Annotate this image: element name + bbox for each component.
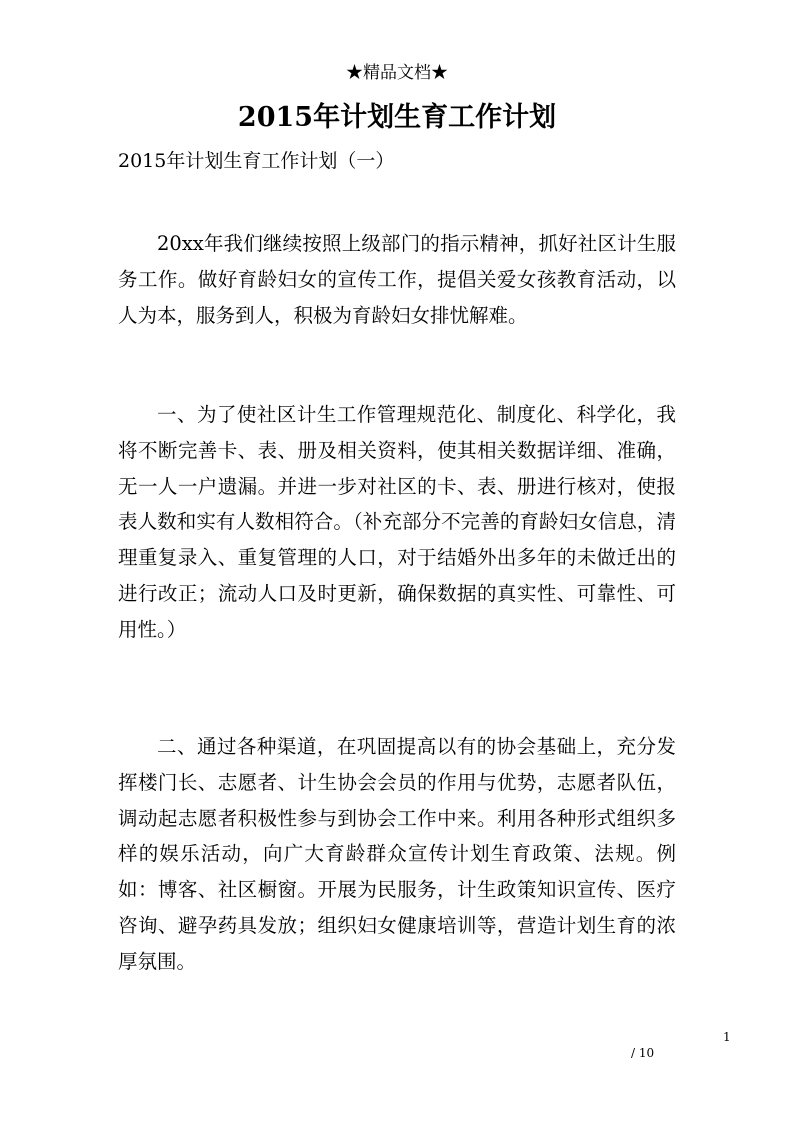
paragraph-item-2: 二、通过各种渠道，在巩固提高以有的协会基础上，充分发挥楼门长、志愿者、计生协会会员的作用与优势，志愿者队伍，调动起志愿者积极性参与到协会工作中来。利用各种形式组织多样的娱乐活动，向广大育龄群众宣传计划生育政策、法规。例如：博客、社区橱窗。开展为民服务，计生政策知识宣传、医疗咨询、避孕药具发放；组织妇女健康培训等，营造计划生育的浓厚氛围。 — [118, 735, 676, 973]
header-mark: ★精品文档★ — [346, 63, 448, 83]
document-subtitle: 2015年计划生育工作计划（一） — [118, 150, 395, 172]
page-total: / 10 — [631, 1046, 655, 1060]
paragraph-item-1: 一、为了使社区计生工作管理规范化、制度化、科学化，我将不断完善卡、表、册及相关资料，使其相关数据详细、准确，无一人一户遗漏。并进一步对社区的卡、表、册进行核对，使报表人数和实有人数相符合。（补充部分不完善的育龄妇女信息，清理重复录入、重复管理的人口，对于结婚外出多年的未做迁出的进行改正；流动人口及时更新，确保数据的真实性、可靠性、可用性。） — [118, 403, 676, 641]
paragraph-intro: 20xx年我们继续按照上级部门的指示精神，抓好社区计生服务工作。做好育龄妇女的宣传工作，提倡关爱女孩教育活动，以人为本，服务到人，积极为育龄妇女排忧解难。 — [118, 232, 676, 327]
document-title: 2015年计划生育工作计划 — [237, 102, 557, 133]
page-number: 1 — [723, 1030, 731, 1044]
